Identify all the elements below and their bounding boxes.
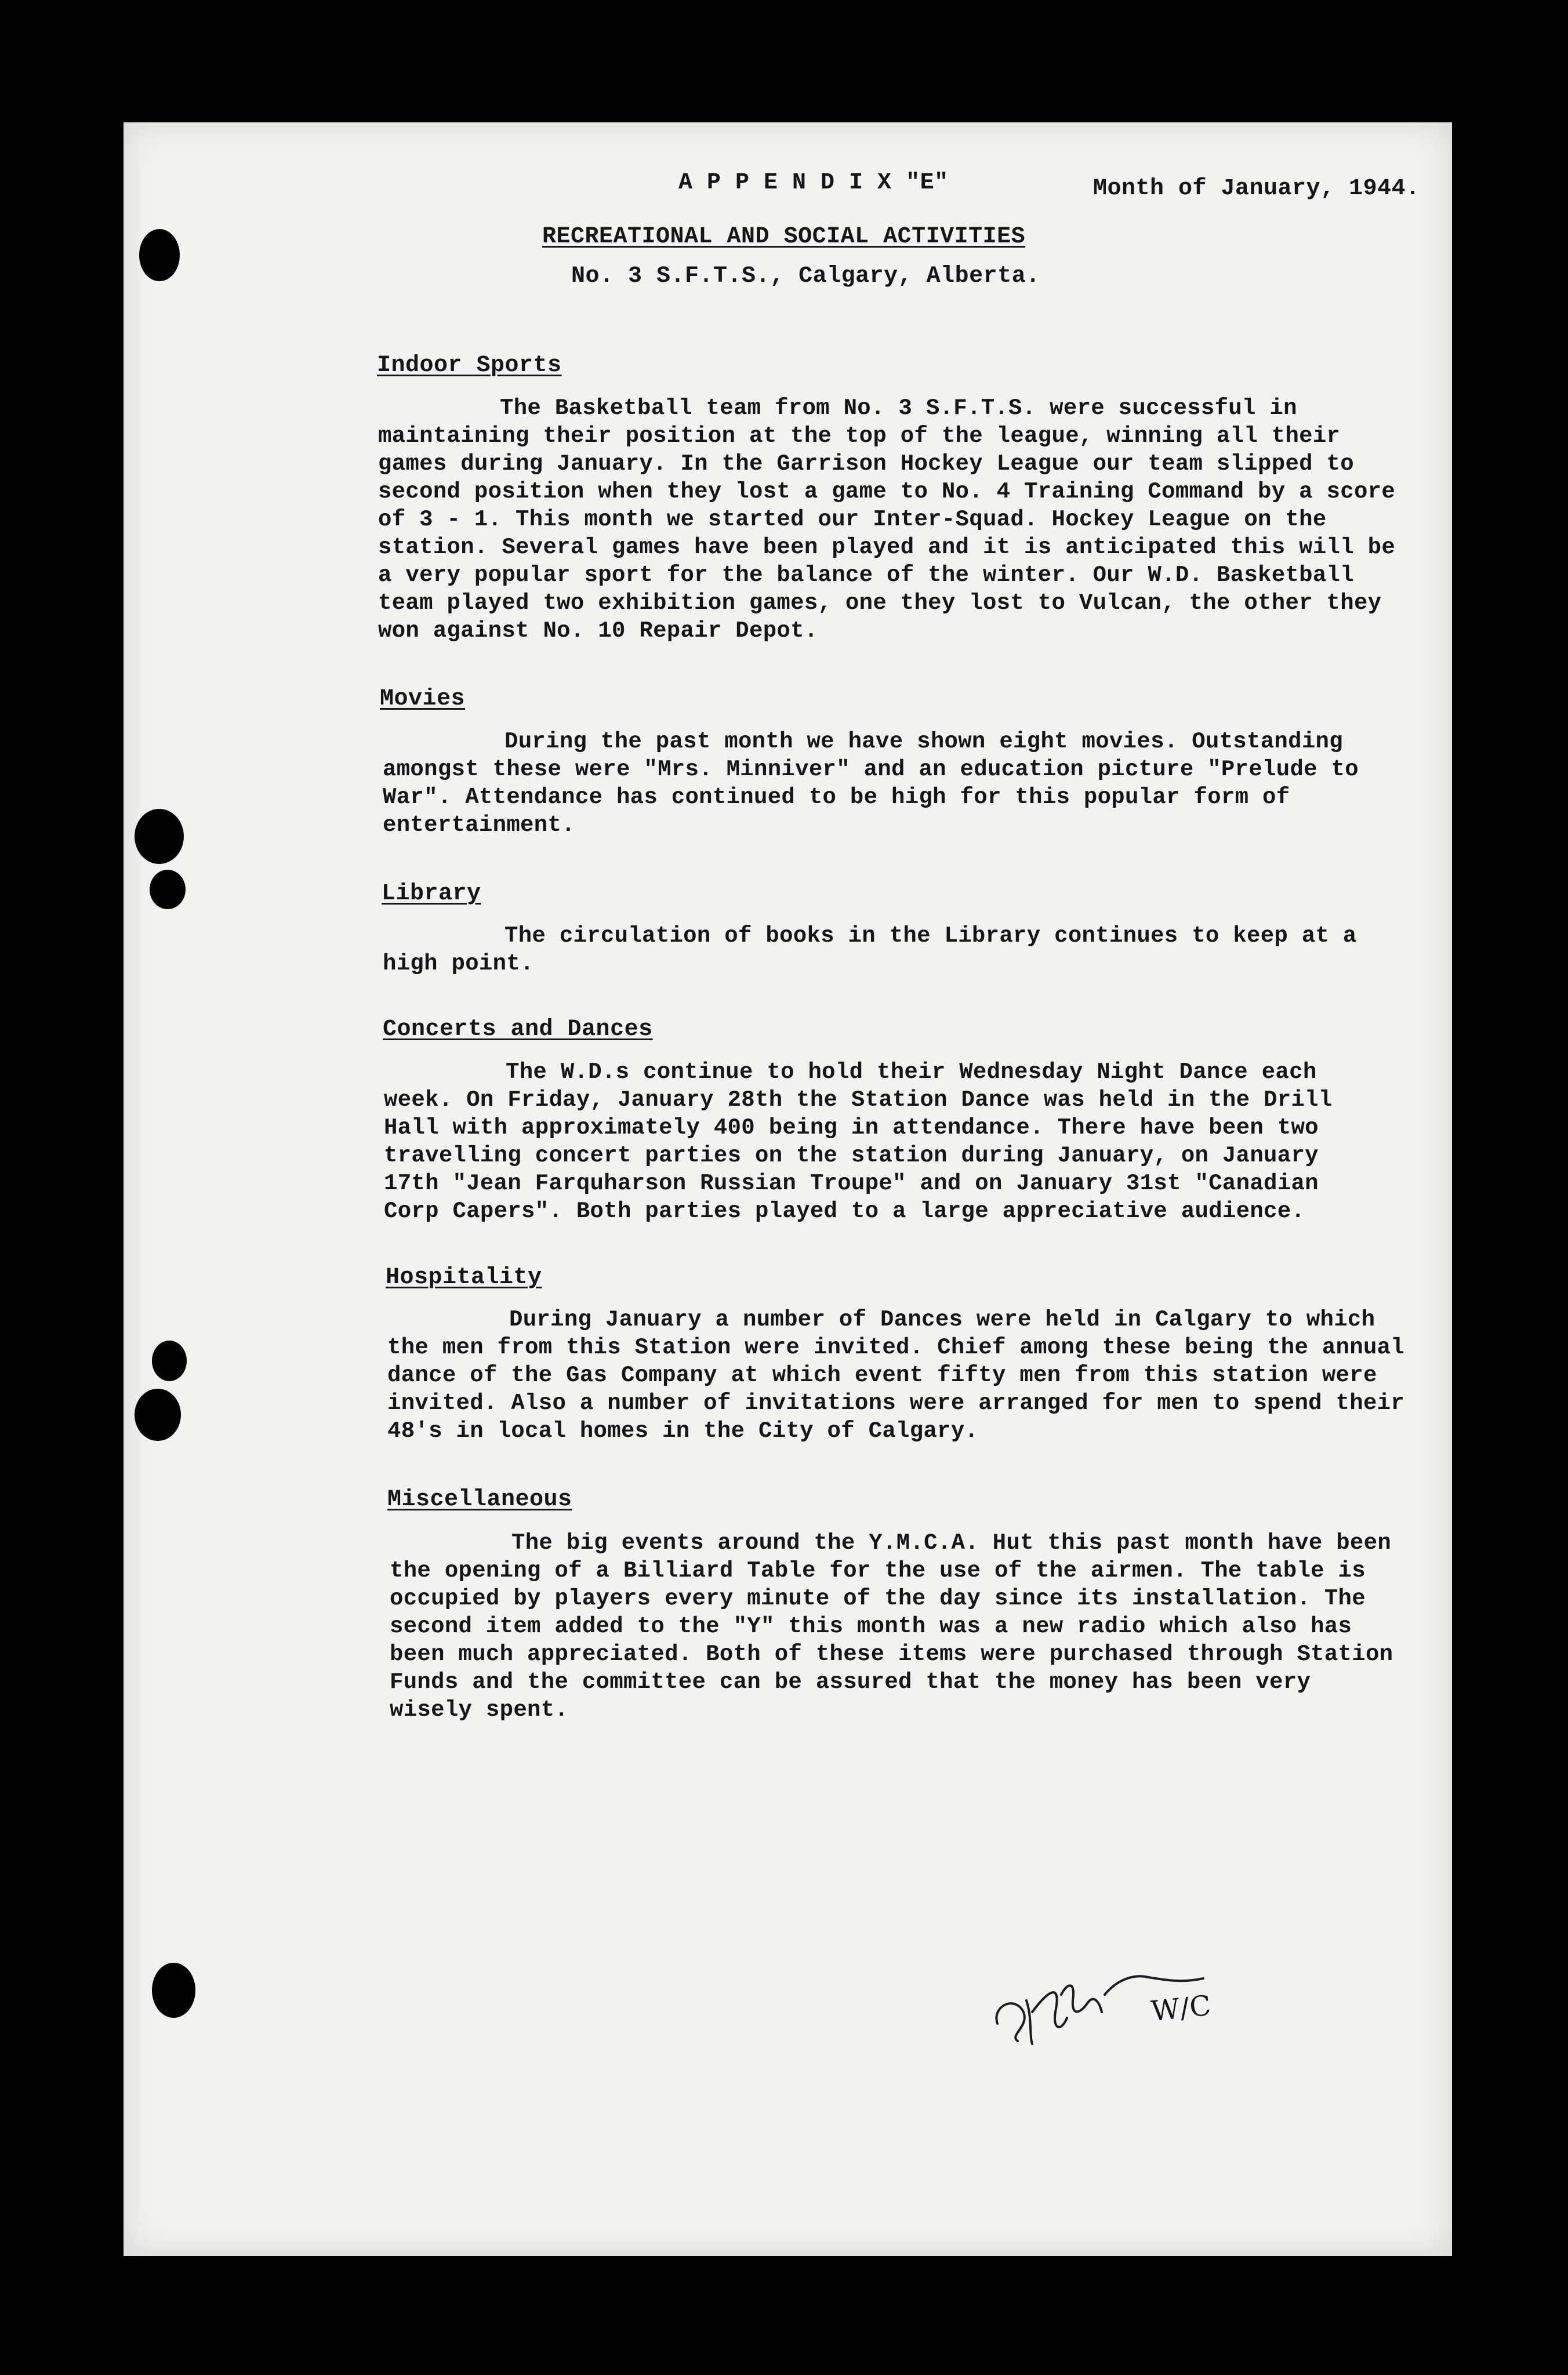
punch-hole [152, 1963, 195, 2018]
punch-hole [135, 1389, 181, 1441]
document-subtitle: No. 3 S.F.T.S., Calgary, Alberta. [571, 263, 1040, 289]
section-paragraph: The big events around the Y.M.C.A. Hut this past month have been the opening of a Billiard Table for the use of the airmen. The table is occupied by players every minute of the day since its installation. The second item added to the "Y" this month was a new radio which also has been much appreciated. Both of these items were purchased through Station Funds and the committee can be assured that the money has been very wisely spent. [390, 1530, 1393, 1723]
section-paragraph: During the past month we have shown eight movies. Outstanding amongst these were "Mrs. Minniver" and an education picture "Prelude to War". Attendance has continued to be high for this popular form of entertainment. [383, 729, 1359, 838]
section-heading: Hospitality [386, 1265, 542, 1291]
punch-hole [150, 870, 186, 909]
section-heading: Miscellaneous [387, 1487, 572, 1513]
section-heading: Movies [380, 686, 466, 712]
month-label: Month of January, 1944. [1093, 176, 1420, 202]
document-title: RECREATIONAL AND SOCIAL ACTIVITIES [542, 224, 1026, 250]
punch-hole [135, 809, 184, 864]
signature-rank: W/C [1149, 1989, 1213, 2028]
section-heading: Concerts and Dances [383, 1016, 653, 1043]
section-paragraph: The W.D.s continue to hold their Wednesday Night Dance each week. On Friday, January 28th the Station Dance was held in the Drill Hall with approximately 400 being in attendance. There have been two travelling concert parties on the station during January, on January 17th "Jean Farquharson Russian Troupe" and on January 31st "Canadian Corp Capers". Both parties played to a large appreciative audience. [384, 1059, 1333, 1224]
section-heading: Library [382, 881, 481, 907]
handwritten-signature [974, 1925, 1276, 2064]
section-paragraph: The Basketball team from No. 3 S.F.T.S. were successful in maintaining their position at the top of the league, winning all their games during January. In the Garrison Hockey League our team slipped to second position when they lost a game to No. 4 Training Command by a score of 3 - 1. This month we started our Inter-Squad. Hockey League on the station. Several games have been played and it is anticipated this will be a very popular sport for the balance of the winter. Our W.D. Basketball team played two exhibition games, one they lost to Vulcan, the other they won against No. 10 Repair Depot. [378, 395, 1396, 644]
section-heading: Indoor Sports [377, 353, 562, 379]
section-paragraph: The circulation of books in the Library continues to keep at a high point. [383, 923, 1357, 976]
punch-hole [139, 229, 180, 281]
punch-hole [152, 1341, 187, 1381]
appendix-label: A P P E N D I X "E" [678, 170, 949, 196]
section-paragraph: During January a number of Dances were held in Calgary to which the men from this Station were invited. Chief among these being the annual dance of the Gas Company at which event fifty men from this station were invited. Also a number of invitations were arranged for men to spend their 48's in local homes in the City of Calgary. [387, 1307, 1405, 1444]
